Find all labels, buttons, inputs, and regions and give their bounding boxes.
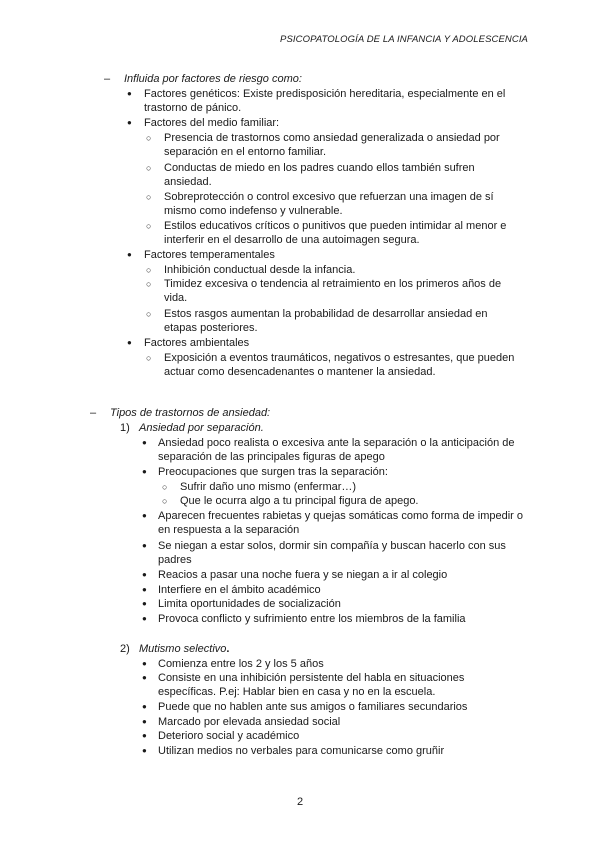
bullet-circle: ○ [146, 309, 152, 319]
bullet-circle: ○ [162, 496, 168, 506]
bullet-circle: ○ [146, 163, 152, 173]
list-item: Utilizan medios no verbales para comunicarse como gruñir [158, 745, 445, 757]
list-item: Marcado por elevada ansiedad social [158, 716, 341, 728]
bullet-circle: ○ [146, 133, 152, 143]
sub-item: Estilos educativos críticos o punitivos que pueden intimidar al menor e [164, 220, 507, 232]
page-number: 2 [296, 796, 304, 808]
list-item: Factores genéticos: Existe predisposición hereditaria, especialmente en el [144, 88, 506, 100]
bullet-dot: ● [142, 659, 147, 668]
subsection-title: Ansiedad por separación. [139, 422, 264, 434]
dash-bullet: – [90, 407, 97, 419]
list-item-cont: separación de las principales figuras de apego [158, 451, 385, 463]
subsection-title-text: Mutismo selectivo [139, 643, 227, 655]
list-item: Interfiere en el ámbito académico [158, 584, 321, 596]
list-item: Provoca conflicto y sufrimiento entre los miembros de la familia [158, 613, 466, 625]
sub-item-cont: ansiedad. [164, 176, 212, 188]
bullet-dot: ● [142, 717, 147, 726]
list-item: Reacios a pasar una noche fuera y se niegan a ir al colegio [158, 569, 448, 581]
bullet-dot: ● [142, 702, 147, 711]
list-item-cont: en respuesta a la separación [158, 524, 300, 536]
running-header: PSICOPATOLOGÍA DE LA INFANCIA Y ADOLESCENCIA [280, 34, 528, 45]
list-item: Factores del medio familiar: [144, 117, 280, 129]
list-item: Se niegan a estar solos, dormir sin compañía y buscan hacerlo con sus [158, 540, 506, 552]
list-item: Consiste en una inhibición persistente del habla en situaciones [158, 672, 465, 684]
section-title: Tipos de trastornos de ansiedad: [110, 407, 271, 419]
bullet-dot: ● [142, 438, 147, 447]
list-item-cont: específicas. P.ej: Hablar bien en casa y no en la escuela. [158, 686, 436, 698]
list-item: Factores ambientales [144, 337, 250, 349]
sub-item: Presencia de trastornos como ansiedad generalizada o ansiedad por [164, 132, 500, 144]
list-item: Preocupaciones que surgen tras la separación: [158, 466, 388, 478]
bullet-dot: ● [127, 250, 132, 259]
sub-item: Conductas de miedo en los padres cuando ellos también sufren [164, 162, 475, 174]
subsection-title-dot: . [226, 643, 230, 655]
sub-item: Timidez excesiva o tendencia al retraimiento en los primeros años de [164, 278, 502, 290]
bullet-dot: ● [142, 673, 147, 682]
sub-item: Inhibición conductual desde la infancia. [164, 264, 356, 276]
bullet-circle: ○ [162, 482, 168, 492]
dash-bullet: – [104, 73, 111, 85]
bullet-dot: ● [142, 467, 147, 476]
bullet-circle: ○ [146, 221, 152, 231]
bullet-dot: ● [142, 541, 147, 550]
sub-item-cont: etapas posteriores. [164, 322, 258, 334]
list-item: Aparecen frecuentes rabietas y quejas somáticas como forma de impedir o [158, 510, 524, 522]
sub-item: Sobreprotección o control excesivo que refuerzan una imagen de sí [164, 191, 494, 203]
sub-item-cont: separación en el entorno familiar. [164, 146, 327, 158]
sub-item-cont: vida. [164, 292, 188, 304]
bullet-circle: ○ [146, 279, 152, 289]
bullet-dot: ● [142, 746, 147, 755]
sub-item-cont: interferir en el desarrollo de una autoimagen segura. [164, 234, 420, 246]
sub-item: Exposición a eventos traumáticos, negativos o estresantes, que pueden [164, 352, 515, 364]
numbered-index: 1) [120, 422, 130, 434]
list-item: Factores temperamentales [144, 249, 275, 261]
bullet-circle: ○ [146, 192, 152, 202]
sub-item: Sufrir daño uno mismo (enfermar…) [180, 481, 357, 493]
list-item: Puede que no hablen ante sus amigos o familiares secundarios [158, 701, 468, 713]
bullet-dot: ● [142, 731, 147, 740]
list-item-cont: padres [158, 554, 192, 566]
list-item: Comienza entre los 2 y los 5 años [158, 658, 324, 670]
subsection-title [139, 642, 229, 656]
section-title: Influida por factores de riesgo como: [124, 73, 302, 85]
sub-item-cont: mismo como indefenso y vulnerable. [164, 205, 343, 217]
bullet-dot: ● [127, 89, 132, 98]
numbered-index: 2) [120, 643, 130, 655]
bullet-dot: ● [142, 511, 147, 520]
bullet-dot: ● [127, 338, 132, 347]
bullet-dot: ● [142, 614, 147, 623]
list-item: Deterioro social y académico [158, 730, 300, 742]
bullet-dot: ● [142, 599, 147, 608]
bullet-dot: ● [127, 118, 132, 127]
bullet-dot: ● [142, 585, 147, 594]
list-item: Ansiedad poco realista o excesiva ante la separación o la anticipación de [158, 437, 515, 449]
sub-item: Que le ocurra algo a tu principal figura de apego. [180, 495, 419, 507]
bullet-circle: ○ [146, 265, 152, 275]
list-item-cont: trastorno de pánico. [144, 102, 242, 114]
bullet-circle: ○ [146, 353, 152, 363]
bullet-dot: ● [142, 570, 147, 579]
sub-item-cont: actuar como desencadenantes o mantener la ansiedad. [164, 366, 436, 378]
sub-item: Estos rasgos aumentan la probabilidad de desarrollar ansiedad en [164, 308, 488, 320]
list-item: Limita oportunidades de socialización [158, 598, 341, 610]
